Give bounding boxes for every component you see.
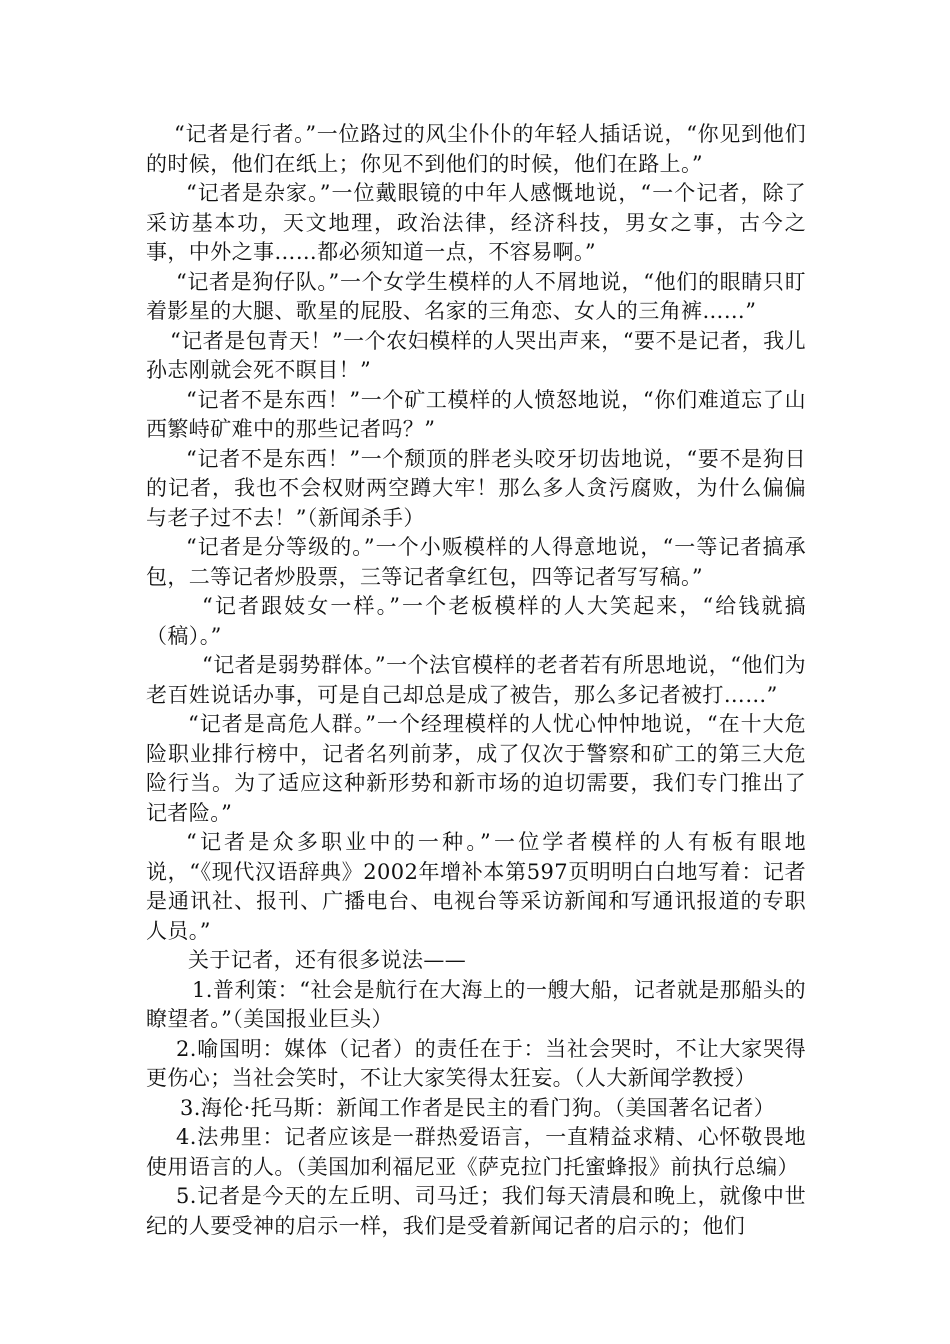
paragraph-8: “记者跟妓女一样。”一个老板模样的人大笑起来，“给钱就搞（稿）。” <box>146 594 806 648</box>
paragraph-6: “记者不是东西！”一个颓顶的胖老头咬牙切齿地说，“要不是狗日的记者，我也不会权财两空蹲大牢！那么多人贪污腐败，为什么偏偏与老子过不去！”（新闻杀手） <box>146 446 806 530</box>
quote-item-3: 3.海伦·托马斯：新闻工作者是民主的看门狗。（美国著名记者） <box>180 1095 776 1120</box>
paragraph-9: “记者是弱势群体。”一个法官模样的老者若有所思地说，“他们为老百姓说话办事，可是自己却总是成了被告，那么多记者被打……” <box>146 653 806 707</box>
paragraph-2: “记者是杂家。”一位戴眼镜的中年人感慨地说，“一个记者，除了采访基本功，天文地理，政治法律，经济科技，男女之事，古今之事，中外之事……都必须知道一点，不容易啊。” <box>146 181 806 264</box>
paragraph-7: “记者是分等级的。”一个小贩模样的人得意地说，“一等记者搞承包，二等记者炒股票，三等记者拿红包，四等记者写写稿。” <box>146 535 806 589</box>
quote-item-1: 1.普利策：“社会是航行在大海上的一艘大船，记者就是那船头的瞭望者。”（美国报业巨头） <box>146 977 806 1031</box>
paragraph-1: “记者是行者。”一位路过的风尘仆仆的年轻人插话说，“你见到他们的时候，他们在纸上；你见不到他们的时候，他们在路上。” <box>146 122 806 176</box>
paragraph-5: “记者不是东西！”一个矿工模样的人愤怒地说，“你们难道忘了山西繁峙矿难中的那些记者吗？” <box>146 387 806 441</box>
paragraph-12: 关于记者，还有很多说法—— <box>188 948 467 972</box>
paragraph-3: “记者是狗仔队。”一个女学生模样的人不屑地说，“他们的眼睛只盯着影星的大腿、歌星的屁股、名家的三角恋、女人的三角裤……” <box>146 269 806 323</box>
quote-item-4: 4.法弗里：记者应该是一群热爱语言，一直精益求精、心怀敬畏地使用语言的人。（美国加利福尼亚《萨克拉门托蜜蜂报》前执行总编） <box>146 1125 806 1179</box>
quote-item-2: 2.喻国明：媒体（记者）的责任在于：当社会哭时，不让大家哭得更伤心；当社会笑时，不让大家笑得太狂妄。（人大新闻学教授） <box>146 1036 806 1090</box>
paragraph-10: “记者是高危人群。”一个经理模样的人忧心忡忡地说，“在十大危险职业排行榜中，记者名列前茅，成了仅次于警察和矿工的第三大危险行当。为了适应这种新形势和新市场的迫切需要，我们专门推出了记者险。” <box>146 712 806 825</box>
document-body <box>146 120 806 1241</box>
paragraph-11: “记者是众多职业中的一种。”一位学者模样的人有板有眼地说，“《现代汉语辞典》2002年增补本第597页明明白白地写着：记者是通讯社、报刊、广播电台、电视台等采访新闻和写通讯报道的专职人员。” <box>146 830 806 943</box>
paragraph-4: “记者是包青天！”一个农妇模样的人哭出声来，“要不是记者，我儿孙志刚就会死不瞑目！” <box>146 328 806 382</box>
quote-item-5: 5.记者是今天的左丘明、司马迁；我们每天清晨和晚上，就像中世纪的人要受神的启示一样，我们是受着新闻记者的启示的；他们 <box>146 1184 806 1238</box>
